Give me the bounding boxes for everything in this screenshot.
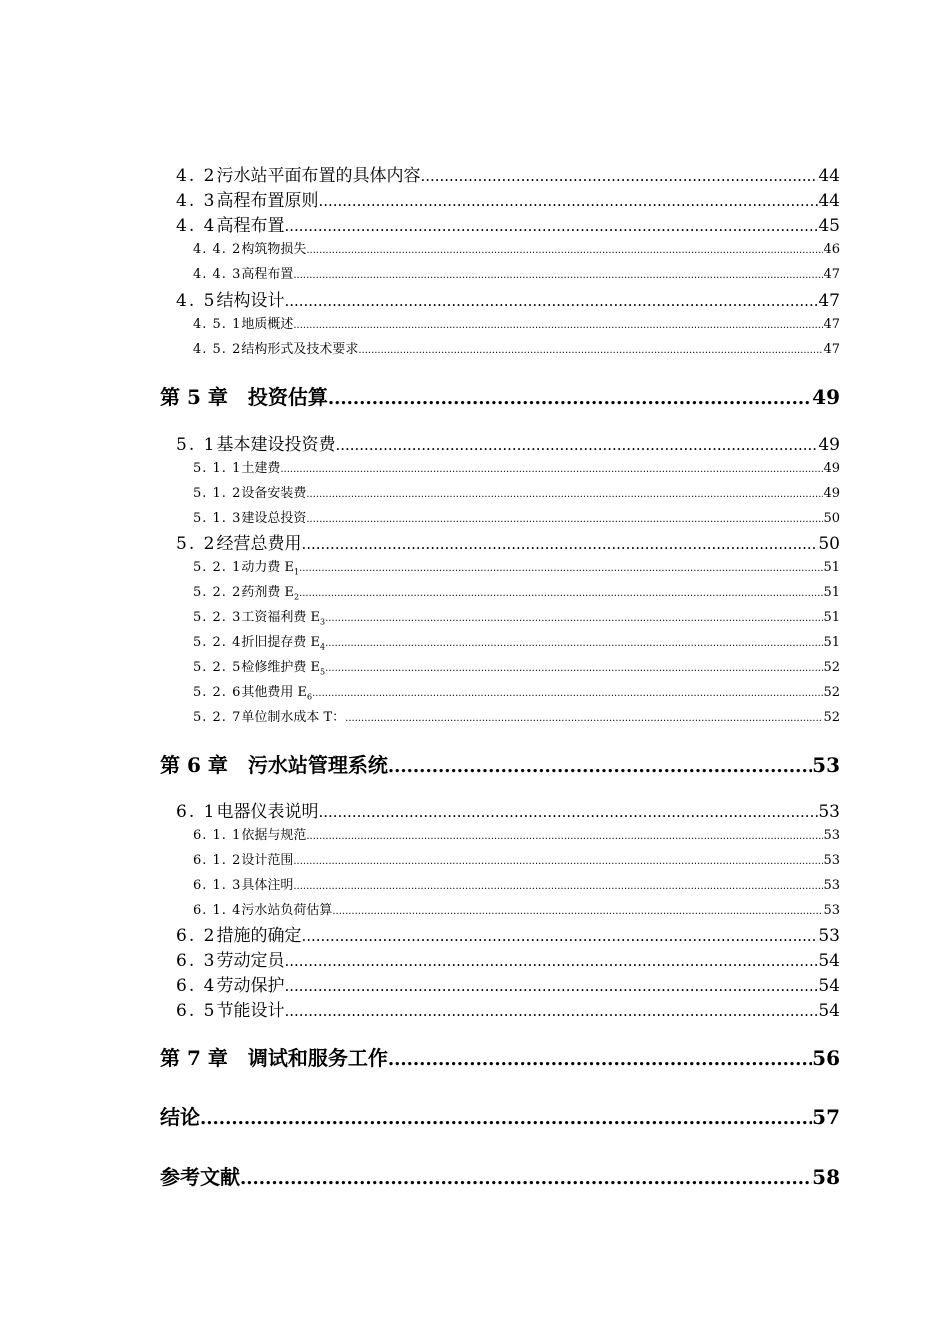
toc-number: 6. 2	[176, 926, 217, 946]
toc-number: 第 6 章	[160, 753, 228, 777]
toc-title: 劳动定员	[216, 951, 285, 971]
toc-number: 4. 3	[176, 191, 217, 211]
toc-entry-4-5[interactable]	[176, 286, 840, 311]
toc-number: 4. 2	[176, 166, 217, 186]
toc-leader	[299, 560, 823, 575]
toc-leader	[293, 267, 823, 282]
toc-leader	[284, 951, 818, 971]
toc-leader	[306, 511, 823, 526]
toc-entry-6-3[interactable]	[176, 946, 840, 971]
toc-title: 措施的确定	[216, 926, 302, 946]
toc-page: 53	[823, 878, 840, 893]
toc-number: 5. 2. 5	[193, 660, 242, 675]
toc-page: 54	[818, 1001, 840, 1021]
toc-leader	[240, 1165, 812, 1189]
toc-title: 电器仪表说明	[216, 802, 319, 822]
toc-title: 污水站负荷估算	[241, 903, 333, 918]
toc-leader	[332, 903, 823, 918]
toc-number: 5. 2	[176, 534, 217, 554]
toc-leader	[388, 1046, 812, 1070]
toc-page: 49	[818, 435, 840, 455]
toc-page: 51	[823, 585, 840, 600]
toc-number: 第 5 章	[160, 385, 228, 409]
toc-title: 经营总费用	[216, 534, 302, 554]
toc-number: 5. 2. 6	[193, 685, 242, 700]
toc-leader	[293, 878, 823, 893]
toc-page: 53	[812, 753, 840, 777]
toc-number: 5. 1. 1	[193, 461, 242, 476]
toc-entry-5-2-3[interactable]	[193, 606, 840, 627]
toc-title: 检修维护费 $E_5$	[241, 660, 326, 677]
toc-title: 建设总投资	[241, 511, 307, 526]
toc-entry-5-1[interactable]	[176, 430, 840, 455]
toc-title: 调试和服务工作	[247, 1046, 388, 1070]
toc-number: 4. 5	[176, 291, 217, 311]
toc-number: 4. 4. 2	[193, 242, 242, 257]
toc-number: 5. 1. 2	[193, 486, 242, 501]
toc-leader	[306, 242, 823, 257]
toc-page: 52	[823, 660, 840, 675]
toc-leader	[284, 976, 818, 996]
toc-page: 50	[823, 511, 840, 526]
toc-leader	[301, 534, 818, 554]
toc-number: 6. 3	[176, 951, 217, 971]
toc-entry-5-1-1[interactable]	[193, 457, 840, 476]
toc-page: 49	[823, 461, 840, 476]
toc-leader	[306, 486, 823, 501]
toc-entry-4-3[interactable]	[176, 186, 840, 211]
toc-entry-5-2[interactable]	[176, 529, 840, 554]
toc-title: 结构设计	[216, 291, 285, 311]
toc-leader	[345, 710, 823, 725]
toc-page: 45	[818, 216, 840, 236]
toc-leader	[328, 385, 812, 409]
toc-page: 52	[823, 710, 840, 725]
toc-number: 4. 4. 3	[193, 267, 242, 282]
toc-title: 土建费	[241, 461, 281, 476]
toc-title: 工资福利费 $E_3$	[241, 610, 326, 627]
toc-title: 依据与规范	[241, 828, 307, 843]
toc-chapter-6[interactable]	[160, 749, 840, 778]
toc-entry-4-4-2[interactable]	[193, 238, 840, 257]
toc-leader	[325, 660, 823, 675]
toc-number: 5. 1	[176, 435, 217, 455]
toc-page: 58	[812, 1165, 840, 1189]
toc-page: 44	[818, 166, 840, 186]
toc-number: 6. 1. 2	[193, 853, 242, 868]
toc-title: 基本建设投资费	[216, 435, 336, 455]
toc-page: 52	[823, 685, 840, 700]
toc-page: 51	[823, 610, 840, 625]
toc-leader	[284, 291, 818, 311]
toc-leader	[420, 166, 818, 186]
toc-page: 49	[823, 486, 840, 501]
toc-entry-5-2-7[interactable]	[193, 706, 840, 725]
toc-page: 50	[818, 534, 840, 554]
toc-title: 单位制水成本 T：	[241, 710, 346, 725]
toc-leader	[293, 853, 823, 868]
toc-leader	[284, 216, 818, 236]
toc-title: 劳动保护	[216, 976, 285, 996]
toc-page: 44	[818, 191, 840, 211]
toc-number: 5. 1. 3	[193, 511, 242, 526]
toc-leader	[301, 926, 818, 946]
toc-title: 污水站平面布置的具体内容	[216, 166, 421, 186]
toc-page: 53	[823, 828, 840, 843]
toc-references[interactable]	[160, 1161, 840, 1190]
toc-entry-5-2-2[interactable]	[193, 581, 840, 602]
toc-page: 53	[823, 853, 840, 868]
toc-entry-6-2[interactable]	[176, 921, 840, 946]
toc-title: 高程布置	[216, 216, 285, 236]
toc-entry-5-2-6[interactable]	[193, 681, 840, 702]
toc-chapter-7[interactable]	[160, 1042, 840, 1071]
toc-title: 折旧提存费 $E_4$	[241, 635, 326, 652]
toc-entry-5-2-4[interactable]	[193, 631, 840, 652]
toc-entry-6-1[interactable]	[176, 797, 840, 822]
toc-title: 地质概述	[241, 317, 294, 332]
toc-title: 设计范围	[241, 853, 294, 868]
toc-title: 高程布置原则	[216, 191, 319, 211]
toc-leader	[280, 461, 823, 476]
toc-title: 高程布置	[241, 267, 294, 282]
toc-title: 动力费 $E_1$	[241, 560, 300, 577]
toc-number: 第 7 章	[160, 1046, 228, 1070]
toc-page: 46	[823, 242, 840, 257]
toc-title: 结论	[160, 1105, 200, 1129]
toc-entry-4-2[interactable]	[176, 161, 840, 186]
toc-page: 54	[818, 951, 840, 971]
toc-number: 6. 1. 1	[193, 828, 242, 843]
toc-entry-6-1-4[interactable]	[193, 899, 840, 918]
toc-title: 节能设计	[216, 1001, 285, 1021]
toc-number: 5. 2. 4	[193, 635, 242, 650]
toc-title: 结构形式及技术要求	[241, 342, 359, 357]
toc-entry-4-4-3[interactable]	[193, 263, 840, 282]
toc-leader	[318, 191, 818, 211]
toc-leader	[318, 802, 818, 822]
toc-title: 构筑物损失	[241, 242, 307, 257]
toc-entry-4-5-1[interactable]	[193, 313, 840, 332]
toc-page: 51	[823, 560, 840, 575]
toc-page: 51	[823, 635, 840, 650]
toc-title: 具体注明	[241, 878, 294, 893]
toc-chapter-5[interactable]	[160, 381, 840, 410]
toc-number: 4. 5. 1	[193, 317, 242, 332]
toc-page: 47	[818, 291, 840, 311]
toc-entry-5-1-2[interactable]	[193, 482, 840, 501]
toc-leader	[325, 610, 823, 625]
toc-entry-5-1-3[interactable]	[193, 507, 840, 526]
toc-page: 54	[818, 976, 840, 996]
toc-leader	[293, 317, 823, 332]
toc-page: 47	[823, 317, 840, 332]
toc-number: 5. 2. 3	[193, 610, 242, 625]
toc-entry-6-1-3[interactable]	[193, 874, 840, 893]
toc-conclusion[interactable]	[160, 1101, 840, 1130]
toc-number: 4. 5. 2	[193, 342, 242, 357]
toc-page: 56	[812, 1046, 840, 1070]
toc-page: 57	[812, 1105, 840, 1129]
toc-leader	[306, 828, 823, 843]
toc-number: 4. 4	[176, 216, 217, 236]
toc-leader	[325, 635, 823, 650]
toc-leader	[312, 685, 823, 700]
toc-title: 参考文献	[160, 1165, 240, 1189]
toc-number: 5. 2. 1	[193, 560, 242, 575]
toc-page: 53	[818, 926, 840, 946]
toc-leader	[200, 1105, 812, 1129]
toc-number: 6. 1	[176, 802, 217, 822]
toc-number: 6. 1. 4	[193, 903, 242, 918]
toc-entry-6-1-2[interactable]	[193, 849, 840, 868]
toc-leader	[284, 1001, 818, 1021]
toc-title: 设备安装费	[241, 486, 307, 501]
toc-entry-5-2-1[interactable]	[193, 556, 840, 577]
toc-page: 53	[818, 802, 840, 822]
toc-entry-6-5[interactable]	[176, 996, 840, 1021]
toc-leader	[299, 585, 823, 600]
toc-page: 47	[823, 342, 840, 357]
toc-number: 5. 2. 2	[193, 585, 242, 600]
toc-number: 5. 2. 7	[193, 710, 242, 725]
toc-number: 6. 1. 3	[193, 878, 242, 893]
toc-page: 47	[823, 267, 840, 282]
toc-entry-4-4[interactable]	[176, 211, 840, 236]
toc-leader	[335, 435, 818, 455]
toc-entry-4-5-2[interactable]	[193, 338, 840, 357]
toc-title: 污水站管理系统	[247, 753, 388, 777]
toc-number: 6. 5	[176, 1001, 217, 1021]
toc-title: 药剂费 $E_2$	[241, 585, 300, 602]
toc-number: 6. 4	[176, 976, 217, 996]
toc-entry-5-2-5[interactable]	[193, 656, 840, 677]
toc-page: 53	[823, 903, 840, 918]
toc-page: 49	[812, 385, 840, 409]
toc-entry-6-1-1[interactable]	[193, 824, 840, 843]
toc-entry-6-4[interactable]	[176, 971, 840, 996]
toc-title: 投资估算	[247, 385, 328, 409]
toc-leader	[388, 753, 812, 777]
toc-leader	[358, 342, 823, 357]
toc-title: 其他费用 $E_6$	[241, 685, 313, 702]
